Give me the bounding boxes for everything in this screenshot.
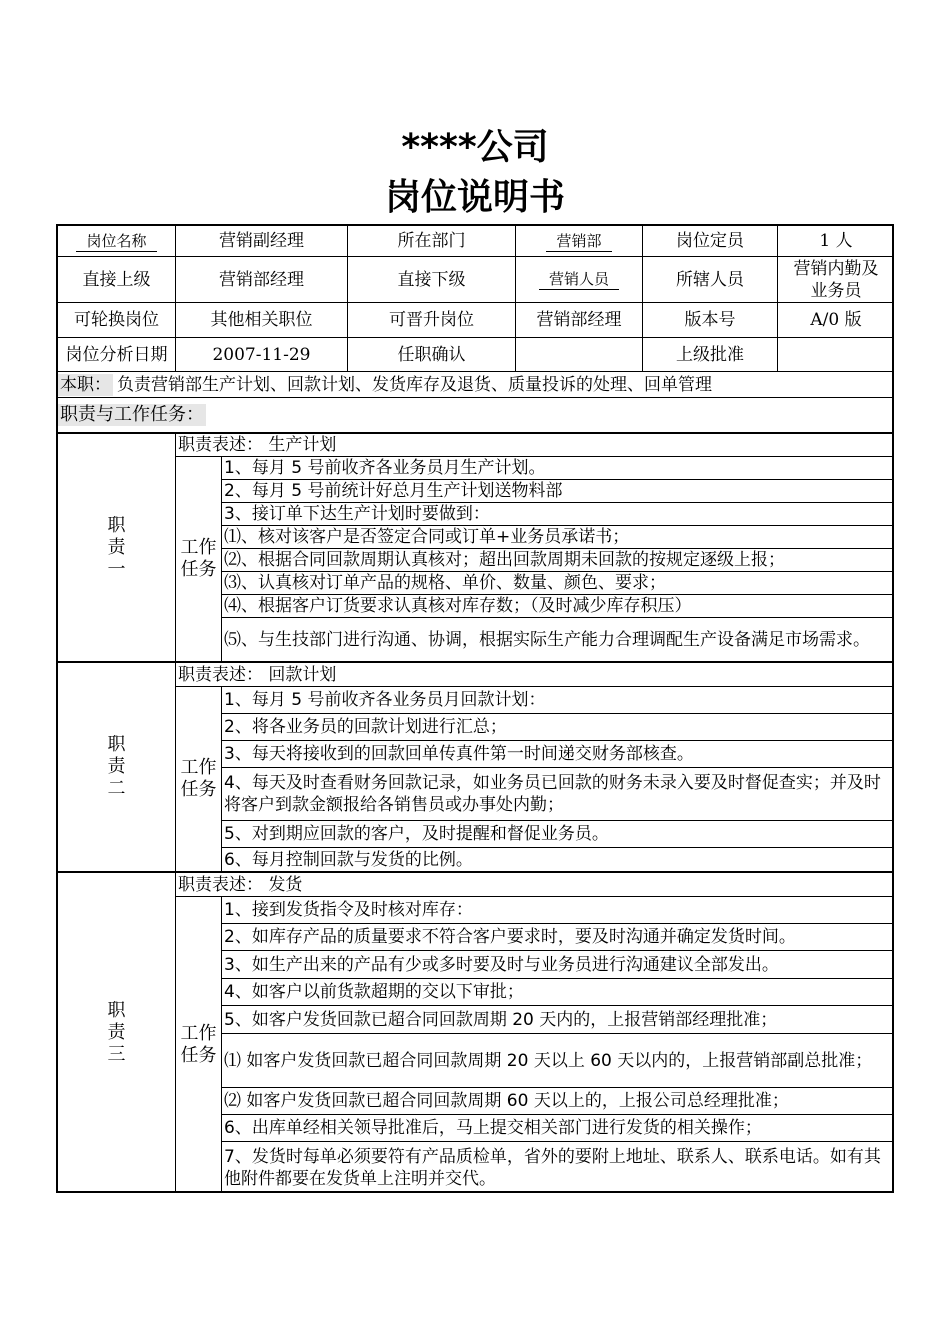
label-version: 版本号 — [643, 303, 778, 338]
task-item: 7、发货时每单必须要符有产品质检单，省外的要附上地址、联系人、联系电话。如有其他附件都要在发货单上注明并交代。 — [224, 1146, 881, 1189]
label-direct-subordinate: 直接下级 — [348, 257, 516, 303]
value-version: A/0 版 — [778, 303, 894, 338]
label-headcount: 岗位定员 — [643, 226, 778, 257]
value-superior-approval — [778, 338, 894, 372]
task-item: 1、每月 5 号前收齐各业务员月回款计划： — [222, 687, 894, 714]
label-staff: 所辖人员 — [643, 257, 778, 303]
task-item: 3、如生产出来的产品有少或多时要及时与业务员进行沟通建议全部发出。 — [222, 951, 894, 979]
task-item: 2、将各业务员的回款计划进行汇总； — [222, 714, 894, 741]
task-item: 1、接到发货指令及时核对库存： — [222, 897, 894, 924]
main-duty-row — [58, 372, 894, 398]
task-item: ⑵、根据合同回款周期认真核对；超出回款周期未回款的按规定逐级上报； — [222, 549, 894, 572]
task-item: ⑸、与生技部门进行沟通、协调，根据实际生产能力合理调配生产设备满足市场需求。 — [222, 618, 894, 663]
label-analysis-date: 岗位分析日期 — [58, 338, 176, 372]
task-item: 3、接订单下达生产计划时要做到： — [222, 503, 894, 526]
duty-3-label: 职责三 — [58, 873, 176, 1193]
value-analysis-date: 2007-11-29 — [176, 338, 348, 372]
value-position-name: 营销副经理 — [176, 226, 348, 257]
duty-3-statement: 职责表述： 发货 — [176, 873, 894, 897]
label-confirmation: 任职确认 — [348, 338, 516, 372]
value-rotation-position: 其他相关职位 — [176, 303, 348, 338]
company-title: ****公司 — [401, 127, 549, 168]
task-item: 5、如客户发货回款已超合同回款周期 20 天内的，上报营销部经理批准； — [222, 1006, 894, 1034]
value-confirmation — [516, 338, 643, 372]
document-title: 岗位说明书 — [384, 177, 565, 218]
task-item: ⑷、根据客户订货要求认真核对库存数；（及时减少库存积压） — [222, 595, 894, 618]
value-staff: 营销内勤及业务员 — [778, 257, 894, 303]
label-promotion-position: 可晋升岗位 — [348, 303, 516, 338]
label-superior-approval: 上级批准 — [643, 338, 778, 372]
main-duty-label: 本职： — [60, 374, 111, 395]
label-department: 所在部门 — [348, 226, 516, 257]
task-item: 3、每天将接收到的回款回单传真件第一时间递交财务部核查。 — [222, 741, 894, 768]
task-item: ⑴ 如客户发货回款已超合同回款周期 20 天以上 60 天以内的，上报营销部副总批准； — [222, 1034, 894, 1088]
task-item: ⑵ 如客户发货回款已超合同回款周期 60 天以上的，上报公司总经理批准； — [222, 1088, 894, 1115]
task-item: 2、如库存产品的质量要求不符合客户要求时，要及时沟通并确定发货时间。 — [222, 924, 894, 951]
task-item: 5、对到期应回款的客户，及时提醒和督促业务员。 — [222, 821, 894, 848]
label-rotation-position: 可轮换岗位 — [58, 303, 176, 338]
duty-2-work-label: 工作任务 — [176, 687, 222, 873]
task-item: 6、每月控制回款与发货的比例。 — [222, 848, 894, 873]
task-item: 2、每月 5 号前统计好总月生产计划送物料部 — [222, 480, 894, 503]
label-position-name: 岗位名称 — [58, 226, 176, 257]
duty-1-statement: 职责表述： 生产计划 — [176, 434, 894, 457]
value-promotion-position: 营销部经理 — [516, 303, 643, 338]
task-item: ⑶、认真核对订单产品的规格、单价、数量、颜色、要求； — [222, 572, 894, 595]
duty-2-label: 职责二 — [58, 663, 176, 873]
value-direct-subordinate: 营销人员 — [516, 257, 643, 303]
task-item: 6、出库单经相关领导批准后，马上提交相关部门进行发货的相关操作； — [222, 1115, 894, 1142]
task-item: 1、每月 5 号前收齐各业务员月生产计划。 — [222, 457, 894, 480]
duty-2-statement: 职责表述： 回款计划 — [176, 663, 894, 687]
task-item: 4、如客户以前货款超期的交以下审批； — [222, 979, 894, 1006]
duty-3-work-label: 工作任务 — [176, 897, 222, 1193]
duty-1-label: 职责一 — [58, 434, 176, 663]
label-direct-superior: 直接上级 — [58, 257, 176, 303]
value-direct-superior: 营销部经理 — [176, 257, 348, 303]
duties-header: 职责与工作任务： — [58, 398, 894, 434]
value-headcount: 1 人 — [778, 226, 894, 257]
job-description-table — [56, 224, 894, 1193]
duty-1-work-label: 工作任务 — [176, 457, 222, 663]
task-item: 4、每天及时查看财务回款记录，如业务员已回款的财务未录入要及时督促查实；并及时将客户到款金额报给各销售员或办事处内勤； — [222, 768, 894, 821]
main-duty-text: 负责营销部生产计划、回款计划、发货库存及退货、质量投诉的处理、回单管理 — [117, 374, 712, 395]
value-department: 营销部 — [516, 226, 643, 257]
task-item: ⑴、核对该客户是否签定合同或订单+业务员承诺书； — [222, 526, 894, 549]
